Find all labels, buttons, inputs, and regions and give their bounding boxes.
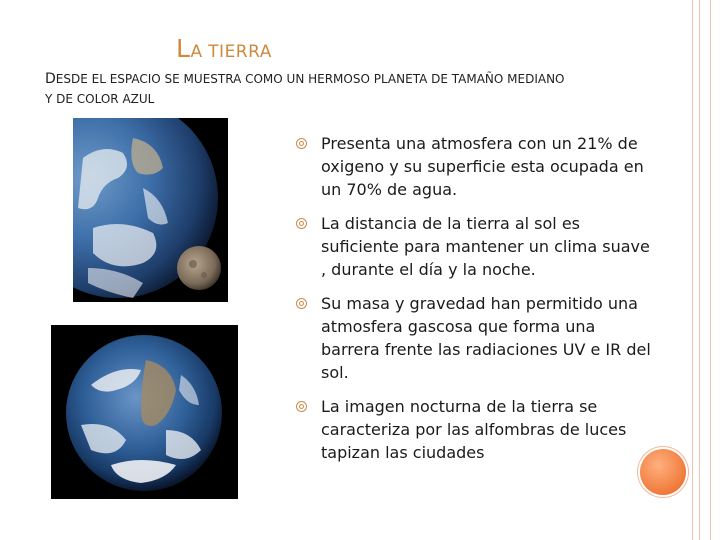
earth-photo	[51, 325, 238, 499]
slide-title	[176, 34, 272, 63]
decorative-circle	[640, 449, 686, 495]
slide-subtitle	[45, 69, 665, 109]
title-rest: TIERRA	[208, 42, 272, 62]
earth-moon-illustration	[73, 118, 228, 302]
bullet-text: Presenta una atmosfera con un 21% de oxigeno y su superficie esta ocupada en un 70% de agua.	[321, 134, 644, 199]
list-item	[296, 292, 656, 384]
title-initial-2: A	[190, 42, 203, 62]
title-initial: L	[176, 34, 191, 63]
frame-line-right	[699, 0, 700, 540]
subtitle-lead: D	[45, 71, 56, 87]
list-item	[296, 132, 656, 201]
frame-line-right-2	[710, 0, 711, 540]
ring-bullet-icon	[296, 401, 307, 412]
list-item	[296, 395, 656, 464]
earth-illustration	[51, 325, 238, 499]
bullet-text: La imagen nocturna de la tierra se caracteriza por las alfombras de luces tapizan las ciudades	[321, 397, 627, 462]
ring-bullet-icon	[296, 298, 307, 309]
subtitle-line-1	[45, 69, 665, 89]
frame-line-left	[692, 0, 693, 540]
ring-bullet-icon	[296, 218, 307, 229]
subtitle-line-2: Y DE COLOR AZUL	[45, 92, 155, 106]
earth-moon-photo	[73, 118, 228, 302]
bullet-text: Su masa y gravedad han permitido una atmosfera gascosa que forma una barrera frente las radiaciones UV e IR del sol.	[321, 294, 651, 382]
subtitle-rest: ESDE EL ESPACIO SE MUESTRA COMO UN HERMOSO PLANETA DE TAMAÑO MEDIANO	[55, 72, 565, 86]
bullet-list	[296, 132, 656, 475]
list-item	[296, 212, 656, 281]
bullet-text: La distancia de la tierra al sol es suficiente para mantener un clima suave , durante el día y la noche.	[321, 214, 650, 279]
ring-bullet-icon	[296, 138, 307, 149]
